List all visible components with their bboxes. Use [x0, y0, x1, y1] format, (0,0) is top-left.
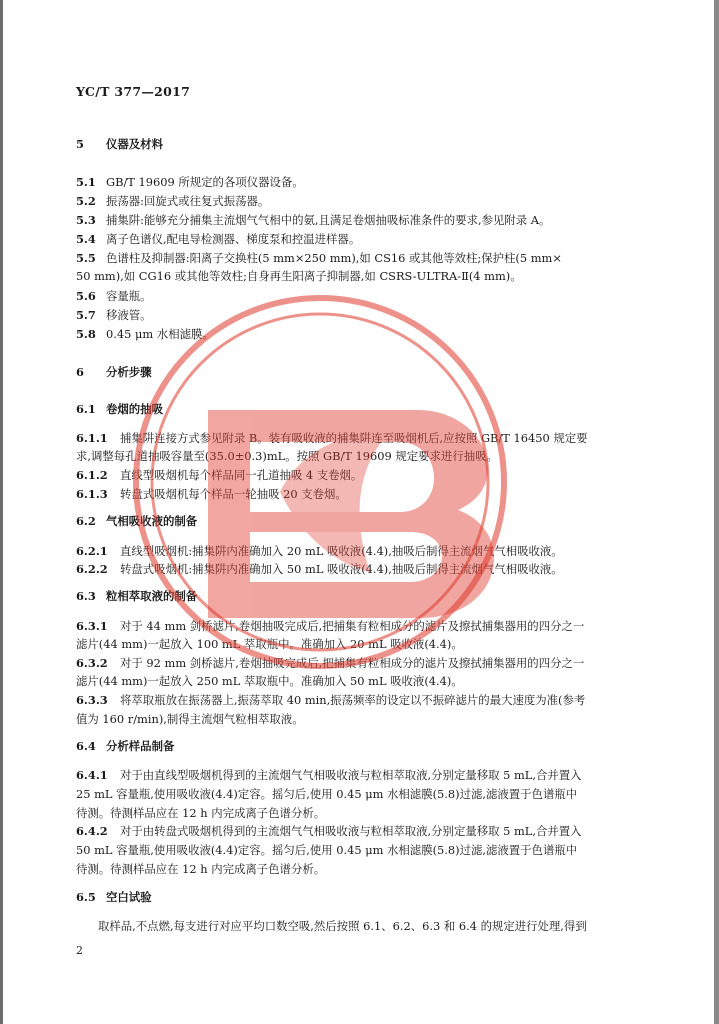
section-heading — [76, 136, 163, 152]
clause-6-3-1-continued: 滤片(44 mm)一起放入 100 mL 萃取瓶中。准确加入 20 mL 吸收液(4.4)。 — [76, 637, 463, 651]
section-heading — [76, 364, 152, 380]
clause-text: GB/T 19609 所规定的各项仪器设备。 — [106, 175, 304, 189]
clause-6-3-2-continued: 滤片(44 mm)一起放入 250 mL 萃取瓶中。准确加入 50 mL 吸收液(4.4)。 — [76, 674, 463, 688]
clause-6-3-1 — [76, 618, 584, 634]
clause-5-7 — [76, 307, 152, 323]
clause-text: 移液管。 — [106, 308, 152, 322]
clause-text: 容量瓶。 — [106, 289, 152, 303]
subsection-title: 粒相萃取液的制备 — [106, 589, 198, 603]
subsection-number: 6.4 — [76, 739, 96, 753]
clause-5-5 — [76, 250, 562, 266]
subsection-heading-6-3 — [76, 588, 197, 604]
clause-number: 5.8 — [76, 327, 96, 341]
clause-6-3-3-continued: 值为 160 r/min),制得主流烟气粒相萃取液。 — [76, 712, 304, 726]
clause-text: 将萃取瓶放在振荡器上,振荡萃取 40 min,振荡频率的设定以不振碎滤片的最大速度为准(参考 — [120, 693, 586, 707]
clause-6-4-2 — [76, 823, 582, 839]
clause-5-3 — [76, 212, 550, 228]
clause-6-4-2-continued-2: 待测。待测样品应在 12 h 内完成离子色谱分析。 — [76, 862, 326, 876]
clause-5-4 — [76, 231, 360, 247]
clause-6-1-1 — [76, 430, 588, 446]
clause-text: 捕集阱连接方式参见附录 B。装有吸收液的捕集阱连至吸烟机后,应按照 GB/T 16450 规定要 — [120, 431, 588, 445]
clause-6-1-2 — [76, 467, 362, 483]
clause-6-1-1-continued: 求,调整每孔道抽吸容量至(35.0±0.3)mL。按照 GB/T 19609 规定要求进行抽吸。 — [76, 449, 498, 463]
clause-number: 5.1 — [76, 175, 96, 189]
clause-5-2 — [76, 193, 269, 209]
page-number: 2 — [76, 944, 83, 957]
subsection-title: 分析样品制备 — [106, 739, 175, 753]
clause-6-2-2 — [76, 561, 563, 577]
clause-5-8 — [76, 326, 214, 342]
clause-number: 6.1.2 — [76, 468, 108, 482]
document-header-id: YC/T 377—2017 — [76, 84, 191, 99]
clause-text: 0.45 μm 水相滤膜。 — [106, 327, 214, 341]
clause-number: 6.3.3 — [76, 693, 108, 707]
subsection-title: 气相吸收液的制备 — [106, 514, 198, 528]
clause-number: 6.1.3 — [76, 487, 108, 501]
section-number: 6 — [76, 365, 84, 379]
clause-text: 离子色谱仪,配电导检测器、梯度泵和控温进样器。 — [106, 232, 361, 246]
clause-text: 对于由直线型吸烟机得到的主流烟气气相吸收液与粒相萃取液,分别定量移取 5 mL,合并置入 — [120, 768, 582, 782]
clause-number: 6.3.2 — [76, 656, 108, 670]
clause-6-3-3 — [76, 692, 585, 708]
clause-number: 6.3.1 — [76, 619, 108, 633]
clause-6-4-1 — [76, 767, 582, 783]
subsection-number: 6.3 — [76, 589, 96, 603]
section-number: 5 — [76, 137, 84, 151]
clause-number: 5.6 — [76, 289, 96, 303]
subsection-heading-6-4 — [76, 738, 174, 754]
clause-text: 对于 44 mm 剑桥滤片,卷烟抽吸完成后,把捕集有粒相成分的滤片及擦拭捕集器用的四分之一 — [120, 619, 585, 633]
clause-5-6 — [76, 288, 152, 304]
clause-5-1 — [76, 174, 304, 190]
clause-text: 对于 92 mm 剑桥滤片,卷烟抽吸完成后,把捕集有粒相成分的滤片及擦拭捕集器用的四分之一 — [120, 656, 585, 670]
clause-number: 6.1.1 — [76, 431, 108, 445]
clause-text: 转盘式吸烟机:捕集阱内准确加入 50 mL 吸收液(4.4),抽吸后制得主流烟气气相吸收液。 — [120, 562, 563, 576]
clause-text: 色谱柱及抑制器:阳离子交换柱(5 mm×250 mm),如 CS16 或其他等效柱;保护柱(5 mm× — [106, 251, 562, 265]
clause-number: 5.2 — [76, 194, 96, 208]
clause-text: 振荡器:回旋式或往复式振荡器。 — [106, 194, 270, 208]
subsection-heading-6-2 — [76, 513, 197, 529]
clause-number: 5.3 — [76, 213, 96, 227]
clause-6-4-1-continued-2: 待测。待测样品应在 12 h 内完成离子色谱分析。 — [76, 806, 326, 820]
clause-text: 直线型吸烟机每个样品同一孔道抽吸 4 支卷烟。 — [120, 468, 363, 482]
clause-text: 捕集阱:能够充分捕集主流烟气气相中的氨,且满足卷烟抽吸标准条件的要求,参见附录 A。 — [106, 213, 551, 227]
clause-text: 直线型吸烟机:捕集阱内准确加入 20 mL 吸收液(4.4),抽吸后制得主流烟气气相吸收液。 — [120, 544, 563, 558]
clause-number: 6.2.1 — [76, 544, 108, 558]
clause-number: 5.4 — [76, 232, 96, 246]
clause-6-2-1 — [76, 543, 563, 559]
subsection-number: 6.2 — [76, 514, 96, 528]
subsection-title: 空白试验 — [106, 890, 152, 904]
clause-text: 对于由转盘式吸烟机得到的主流烟气气相吸收液与粒相萃取液,分别定量移取 5 mL,合并置入 — [120, 824, 582, 838]
subsection-title: 卷烟的抽吸 — [106, 402, 163, 416]
section-title: 分析步骤 — [106, 365, 152, 379]
clause-number: 5.7 — [76, 308, 96, 322]
clause-6-4-2-continued: 50 mL 容量瓶,使用吸收液(4.4)定容。摇匀后,使用 0.45 μm 水相滤膜(5.8)过滤,滤液置于色谱瓶中 — [76, 843, 578, 857]
clause-5-5-continued: 50 mm),如 CG16 或其他等效柱;自身再生阳离子抑制器,如 CSRS-ULTRA-Ⅱ(4 mm)。 — [76, 269, 522, 283]
subsection-number: 6.5 — [76, 890, 96, 904]
clause-6-5-paragraph: 取样品,不点燃,每支进行对应平均口数空吸,然后按照 6.1、6.2、6.3 和 6.4 的规定进行处理,得到 — [98, 919, 587, 933]
clause-number: 6.4.2 — [76, 824, 108, 838]
clause-6-4-1-continued: 25 mL 容量瓶,使用吸收液(4.4)定容。摇匀后,使用 0.45 μm 水相滤膜(5.8)过滤,滤液置于色谱瓶中 — [76, 787, 578, 801]
clause-number: 5.5 — [76, 251, 96, 265]
clause-number: 6.4.1 — [76, 768, 108, 782]
subsection-heading-6-1 — [76, 401, 163, 417]
clause-text: 转盘式吸烟机每个样品一轮抽吸 20 支卷烟。 — [120, 487, 347, 501]
subsection-number: 6.1 — [76, 402, 96, 416]
clause-6-3-2 — [76, 655, 584, 671]
clause-number: 6.2.2 — [76, 562, 108, 576]
subsection-heading-6-5 — [76, 889, 152, 905]
clause-6-1-3 — [76, 486, 347, 502]
section-title: 仪器及材料 — [106, 137, 163, 151]
